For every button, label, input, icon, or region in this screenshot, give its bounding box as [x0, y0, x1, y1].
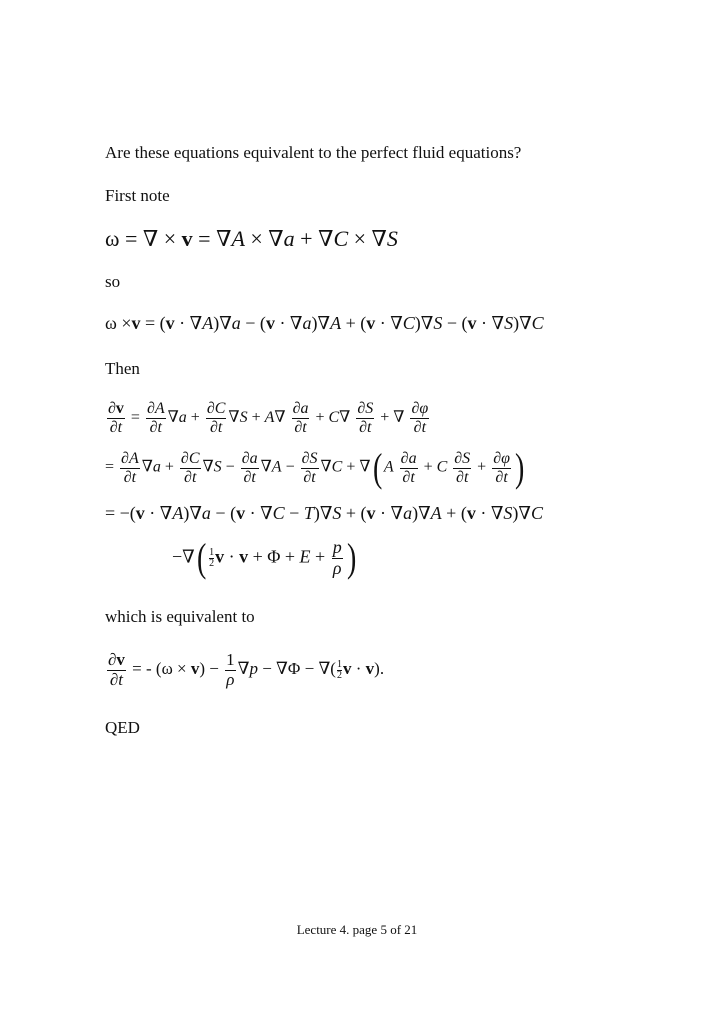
final-equation: $\frac{\partial v}{\partial t}$ = - (ω × v) − $\frac{1}{\rho}$ ∇p − ∇Φ − ∇( $\frac{1}{2}$ v · v). [108, 650, 385, 689]
qed-paragraph: QED [105, 718, 140, 737]
then-paragraph: Then [105, 359, 140, 378]
question-paragraph: Are these equations equivalent to the perfect fluid equations? [105, 143, 522, 162]
so-paragraph: so [105, 272, 121, 291]
vorticity-equation: ω = ∇ × v = ∇A × ∇a + ∇C × ∇S [105, 226, 398, 251]
dv-dt-equation-line-3: = −(v · ∇A)∇a − (v · ∇C − T)∇S + (v · ∇a)∇A + (v · ∇S)∇C [105, 503, 543, 523]
dv-dt-equation-line-1: $\frac{\partial v}{\partial t}$ = $\frac{\partial A}{\partial t}$ ∇a + $\frac{\partial C}{\partial t}$ ∇S + A∇ $\frac{\partial a}{\partial t}$ + C∇ $\frac{\partial S}{\partial t}$ + ∇ $\frac{\partial\varphi}{\partial t}$ [108, 400, 429, 436]
first-note-paragraph: First note [105, 186, 170, 205]
dv-dt-equation-line-4: −∇( $\frac{1}{2}$ v · v + Φ + E + $\frac{p}{\rho}$ ) [172, 535, 357, 581]
dv-dt-equation-line-2: = $\frac{\partial A}{\partial t}$ ∇a + $\frac{\partial C}{\partial t}$ ∇S − $\frac{\partial a}{\partial t}$ ∇A − $\frac{\partial S}{\partial t}$ ∇C + ∇( A $\frac{\partial a}{\partial t}$ + C $\frac{\partial S}{\partial t}$ + $\frac{\partial\varphi}{\partial t}$ ) [105, 445, 525, 490]
omega-cross-v-equation: ω ×v = (v · ∇A)∇a − (v · ∇a)∇A + (v · ∇C)∇S − (v · ∇S)∇C [105, 313, 544, 333]
which-paragraph: which is equivalent to [105, 607, 255, 626]
page-footer: Lecture 4. page 5 of 21 [296, 922, 418, 937]
